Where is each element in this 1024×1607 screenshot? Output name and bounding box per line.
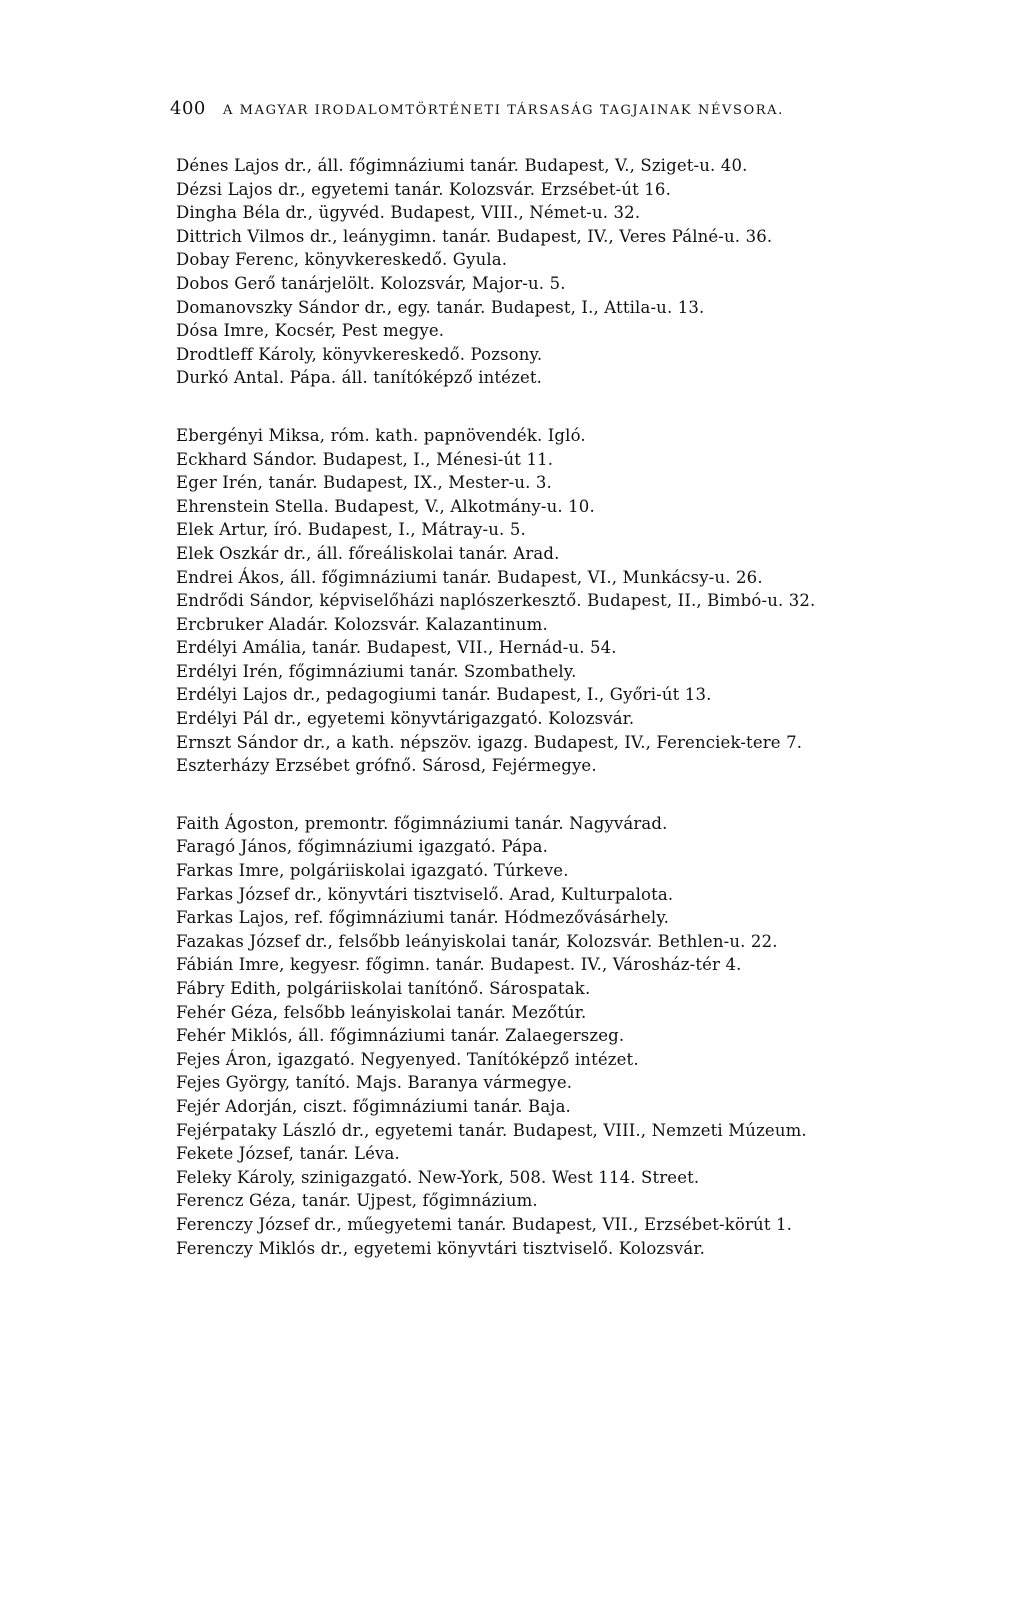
member-entry: Ehrenstein Stella. Budapest, V., Alkotmány-u. 10. (176, 496, 595, 516)
member-entry: Fábián Imre, kegyesr. főgimn. tanár. Budapest. IV., Városház-tér 4. (176, 955, 742, 975)
member-entry: Ferencz Géza, tanár. Ujpest, főgimnázium. (176, 1191, 538, 1211)
member-entry: Dobay Ferenc, könyvkereskedő. Gyula. (176, 250, 508, 270)
member-entry: Faragó János, főgimnáziumi igazgató. Pápa. (176, 837, 549, 857)
section-f (176, 812, 976, 1260)
member-entry: Farkas Lajos, ref. főgimnáziumi tanár. Hódmezővásárhely. (176, 908, 670, 928)
member-entry: Erdélyi Amália, tanár. Budapest, VII., Hernád-u. 54. (176, 638, 617, 658)
member-entry: Farkas József dr., könyvtári tisztviselő. Arad, Kulturpalota. (176, 884, 674, 904)
member-entry: Ercbruker Aladár. Kolozsvár. Kalazantinum. (176, 614, 548, 634)
member-entry: Faith Ágoston, premontr. főgimnáziumi tanár. Nagyvárad. (176, 813, 668, 833)
member-entry: Ferenczy József dr., műegyetemi tanár. Budapest, VII., Erzsébet-körút 1. (176, 1214, 793, 1234)
member-entry: Fekete József, tanár. Léva. (176, 1144, 400, 1164)
member-entry: Eszterházy Erzsébet grófnő. Sárosd, Fejérmegye. (176, 756, 597, 776)
member-entry: Eckhard Sándor. Budapest, I., Ménesi-út 11. (176, 449, 554, 469)
member-entry: Ernszt Sándor dr., a kath. népszöv. igazg. Budapest, IV., Ferenciek-tere 7. (176, 732, 803, 752)
member-entry: Endrődi Sándor, képviselőházi naplószerkesztő. Budapest, II., Bimbó-u. 32. (176, 591, 816, 611)
member-entry: Dézsi Lajos dr., egyetemi tanár. Kolozsvár. Erzsébet-út 16. (176, 179, 671, 199)
member-entry: Endrei Ákos, áll. főgimnáziumi tanár. Budapest, VI., Munkácsy-u. 26. (176, 567, 763, 587)
member-entry: Dobos Gerő tanárjelölt. Kolozsvár, Major-u. 5. (176, 273, 566, 293)
running-head (170, 98, 970, 122)
member-entry: Domanovszky Sándor dr., egy. tanár. Budapest, I., Attila-u. 13. (176, 297, 705, 317)
member-entry: Fazakas József dr., felsőbb leányiskolai tanár, Kolozsvár. Bethlen-u. 22. (176, 931, 778, 951)
member-entry: Eger Irén, tanár. Budapest, IX., Mester-u. 3. (176, 473, 552, 493)
member-entry: Fejes Áron, igazgató. Negyenyed. Tanítóképző intézet. (176, 1049, 639, 1069)
member-entry: Dingha Béla dr., ügyvéd. Budapest, VIII., Német-u. 32. (176, 203, 641, 223)
member-entry: Erdélyi Irén, főgimnáziumi tanár. Szombathely. (176, 661, 577, 681)
member-entry: Fehér Géza, felsőbb leányiskolai tanár. Mezőtúr. (176, 1002, 587, 1022)
member-entry: Dósa Imre, Kocsér, Pest megye. (176, 321, 445, 341)
member-entry: Fejérpataky László dr., egyetemi tanár. Budapest, VIII., Nemzeti Múzeum. (176, 1120, 807, 1140)
section-e (176, 424, 976, 778)
page-number: 400 (170, 98, 206, 119)
member-entry: Feleky Károly, szinigazgató. New-York, 508. West 114. Street. (176, 1167, 700, 1187)
member-entry: Drodtleff Károly, könyvkereskedő. Pozsony. (176, 344, 543, 364)
member-entry: Fejér Adorján, ciszt. főgimnáziumi tanár. Baja. (176, 1096, 571, 1116)
member-entry: Fehér Miklós, áll. főgimnáziumi tanár. Zalaegerszeg. (176, 1026, 625, 1046)
member-entry: Dénes Lajos dr., áll. főgimnáziumi tanár. Budapest, V., Sziget-u. 40. (176, 156, 748, 175)
member-entry: Farkas Imre, polgáriiskolai igazgató. Túrkeve. (176, 861, 569, 881)
member-entry: Erdélyi Pál dr., egyetemi könyvtárigazgató. Kolozsvár. (176, 709, 635, 729)
member-entry: Dittrich Vilmos dr., leánygimn. tanár. Budapest, IV., Veres Pálné-u. 36. (176, 226, 773, 246)
member-entry: Fábry Edith, polgáriiskolai tanítónő. Sárospatak. (176, 979, 591, 998)
member-entry: Erdélyi Lajos dr., pedagogiumi tanár. Budapest, I., Győri-út 13. (176, 685, 712, 705)
member-entry: Ferenczy Miklós dr., egyetemi könyvtári tisztviselő. Kolozsvár. (176, 1238, 705, 1258)
member-entry: Elek Artur, író. Budapest, I., Mátray-u. 5. (176, 520, 526, 540)
member-entry: Fejes György, tanító. Majs. Baranya vármegye. (176, 1073, 573, 1093)
section-d (176, 154, 976, 390)
running-title: A MAGYAR IRODALOMTÖRTÉNETI TÁRSASÁG TAGJAINAK NÉVSORA. (222, 103, 784, 118)
member-entry: Durkó Antal. Pápa. áll. tanítóképző intézet. (176, 368, 543, 388)
member-list (176, 154, 976, 1260)
member-entry: Ebergényi Miksa, róm. kath. papnövendék. Igló. (176, 425, 586, 445)
member-entry: Elek Oszkár dr., áll. főreáliskolai tanár. Arad. (176, 543, 560, 563)
